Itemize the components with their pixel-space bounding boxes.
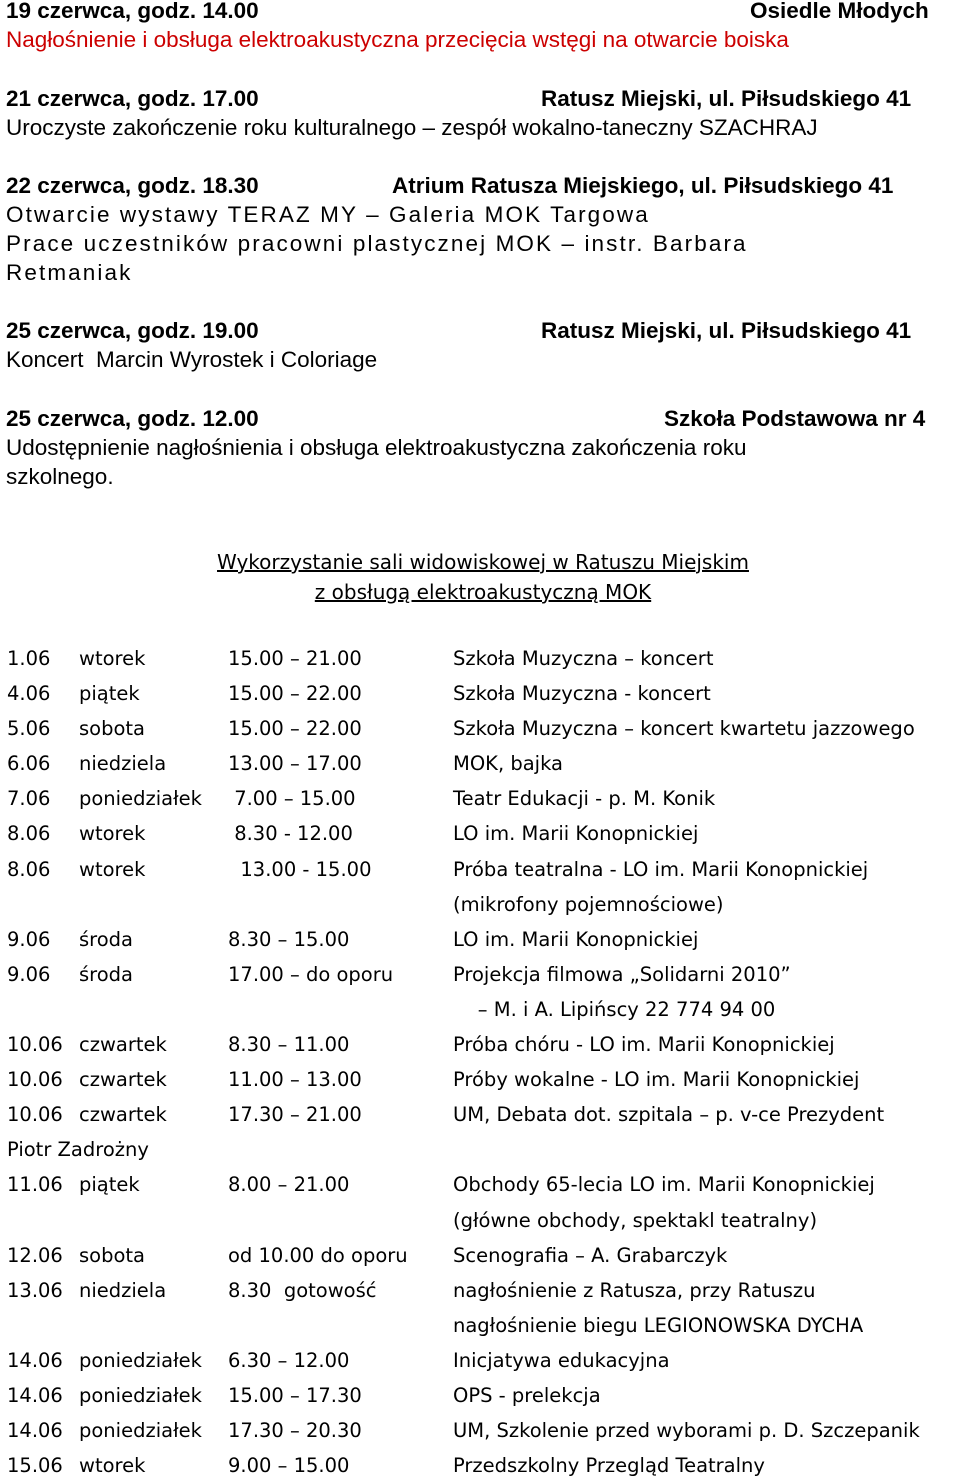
schedule-time: 15.00 – 22.00 <box>228 717 362 741</box>
schedule-row <box>7 676 960 711</box>
schedule-description: LO im. Marii Konopnickiej <box>453 822 699 846</box>
schedule-date: 1.06 <box>7 647 51 670</box>
event-place: Ratusz Miejski, ul. Piłsudskiego 41 <box>541 86 912 111</box>
event-date: 21 czerwca, godz. 17.00 <box>6 86 259 111</box>
schedule-time: 6.30 – 12.00 <box>228 1348 350 1372</box>
schedule-row <box>7 1273 960 1308</box>
schedule-row <box>7 711 960 746</box>
schedule-row <box>7 957 960 992</box>
schedule-date: 9.06 <box>7 962 51 986</box>
schedule-row <box>7 1378 960 1413</box>
schedule-row <box>7 1308 960 1343</box>
schedule-row <box>7 887 960 922</box>
schedule-description: Próba chóru - LO im. Marii Konopnickiej <box>453 1033 835 1057</box>
schedule-date: 8.06 <box>7 822 51 846</box>
schedule-day: sobota <box>79 717 145 741</box>
schedule-time: 17.30 – 21.00 <box>228 1103 362 1127</box>
schedule-row <box>7 1097 960 1132</box>
schedule-time: 17.00 – do oporu <box>228 962 394 986</box>
schedule-day: poniedziałek <box>79 1348 202 1372</box>
schedule-day: poniedziałek <box>79 1383 202 1407</box>
schedule-row <box>7 852 960 887</box>
schedule-date: 5.06 <box>7 717 51 741</box>
schedule-day: czwartek <box>79 1103 167 1127</box>
event-block <box>6 0 960 54</box>
schedule-description: – M. i A. Lipińscy 22 774 94 00 <box>453 997 776 1021</box>
schedule-day: czwartek <box>79 1033 167 1057</box>
schedule-row <box>7 1132 960 1167</box>
event-header <box>6 0 960 25</box>
schedule-date: 6.06 <box>7 752 51 776</box>
schedule-day: poniedziałek <box>79 1419 202 1443</box>
schedule-time: 7.00 – 15.00 <box>228 787 356 811</box>
schedule-description: UM, Szkolenie przed wyborami p. D. Szczepanik <box>453 1419 920 1443</box>
schedule-day: wtorek <box>79 857 146 881</box>
schedule-row <box>7 781 960 816</box>
section-subtitle: z obsługą elektroakustyczną MOK <box>314 580 652 604</box>
schedule-time: 8.30 gotowość <box>228 1278 377 1302</box>
schedule-description: Próby wokalne - LO im. Marii Konopnickiej <box>453 1068 860 1092</box>
schedule-day: wtorek <box>79 647 146 670</box>
schedule-description: nagłośnienie z Ratusza, przy Ratuszu <box>453 1278 816 1302</box>
schedule-row <box>7 1027 960 1062</box>
schedule-row <box>7 1343 960 1378</box>
section-title: Wykorzystanie sali widowiskowej w Ratuszu Miejskim <box>217 550 749 574</box>
event-description: Otwarcie wystawy TERAZ MY – Galeria MOK Targowa <box>6 202 650 227</box>
event-block <box>6 316 960 374</box>
schedule-time: 11.00 – 13.00 <box>228 1068 362 1092</box>
schedule-description: Scenografia – A. Grabarczyk <box>453 1243 728 1267</box>
schedule-time: 15.00 – 21.00 <box>228 647 362 670</box>
event-date: 25 czerwca, godz. 19.00 <box>6 318 259 343</box>
event-place: Ratusz Miejski, ul. Piłsudskiego 41 <box>541 318 912 343</box>
schedule-date: 12.06 <box>7 1243 63 1267</box>
schedule-day: piątek <box>79 1173 140 1197</box>
schedule-description: Szkoła Muzyczna – koncert kwartetu jazzowego <box>453 717 915 741</box>
schedule-description: Szkoła Muzyczna - koncert <box>453 682 711 706</box>
schedule-row <box>7 1203 960 1238</box>
event-header <box>6 404 960 433</box>
schedule-row <box>7 1238 960 1273</box>
schedule-description: UM, Debata dot. szpitala – p. v-ce Prezydent <box>453 1103 885 1127</box>
event-block <box>6 84 960 142</box>
schedule-description: Próba teatralna - LO im. Marii Konopnickiej <box>453 857 869 881</box>
event-place: Atrium Ratusza Miejskiego, ul. Piłsudskiego 41 <box>392 173 894 198</box>
schedule-time: 13.00 – 17.00 <box>228 752 362 776</box>
schedule-date: 8.06 <box>7 857 51 881</box>
event-header <box>6 171 960 200</box>
schedule-date: 15.06 <box>7 1454 63 1478</box>
schedule-row <box>7 816 960 851</box>
schedule-description: Przedszkolny Przegląd Teatralny <box>453 1454 765 1478</box>
schedule-time: 8.30 – 11.00 <box>228 1033 350 1057</box>
schedule-description: (mikrofony pojemnościowe) <box>453 892 724 916</box>
event-header <box>6 84 960 113</box>
event-place: Osiedle Młodych <box>750 0 929 23</box>
schedule-date: 4.06 <box>7 682 51 706</box>
schedule-day: niedziela <box>79 752 167 776</box>
schedule-description: LO im. Marii Konopnickiej <box>453 927 699 951</box>
schedule-description: MOK, bajka <box>453 752 564 776</box>
schedule-date: 11.06 <box>7 1173 63 1197</box>
schedule-description: OPS - prelekcja <box>453 1383 601 1407</box>
schedule-day: wtorek <box>79 1454 146 1478</box>
event-header <box>6 316 960 345</box>
schedule-day: wtorek <box>79 822 146 846</box>
schedule-description: nagłośnienie biegu LEGIONOWSKA DYCHA <box>453 1313 864 1337</box>
schedule-description: Szkoła Muzyczna – koncert <box>453 647 714 670</box>
schedule-date: 10.06 <box>7 1068 63 1092</box>
event-date: 22 czerwca, godz. 18.30 <box>6 173 259 198</box>
schedule-row <box>7 746 960 781</box>
event-block <box>6 171 960 287</box>
schedule-date: 7.06 <box>7 787 51 811</box>
event-description: Nagłośnienie i obsługa elektroakustyczna przecięcia wstęgi na otwarcie boiska <box>6 27 789 52</box>
event-description: Prace uczestników pracowni plastycznej MOK – instr. Barbara <box>6 231 748 256</box>
schedule-day: niedziela <box>79 1278 167 1302</box>
schedule-date: 14.06 <box>7 1383 63 1407</box>
schedule-date: Piotr Zadrożny <box>7 1138 149 1162</box>
schedule-day: czwartek <box>79 1068 167 1092</box>
schedule-time: 17.30 – 20.30 <box>228 1419 362 1443</box>
schedule-time: 13.00 - 15.00 <box>228 857 372 881</box>
schedule-day: środa <box>79 962 134 986</box>
schedule-time: 8.00 – 21.00 <box>228 1173 350 1197</box>
event-block <box>6 404 960 491</box>
schedule-day: piątek <box>79 682 140 706</box>
schedule-description: (główne obchody, spektakl teatralny) <box>453 1208 818 1232</box>
schedule-date: 13.06 <box>7 1278 63 1302</box>
schedule-time: 15.00 – 22.00 <box>228 682 362 706</box>
schedule-row <box>7 1167 960 1202</box>
schedule-day: sobota <box>79 1243 145 1267</box>
schedule-description: Inicjatywa edukacyjna <box>453 1348 670 1372</box>
schedule-row <box>7 1448 960 1483</box>
schedule-time: 8.30 – 15.00 <box>228 927 350 951</box>
schedule-row <box>7 1062 960 1097</box>
schedule-row <box>7 641 960 676</box>
schedule-time: 9.00 – 15.00 <box>228 1454 350 1478</box>
schedule-day: środa <box>79 927 134 951</box>
event-description: szkolnego. <box>6 464 114 489</box>
event-description: Udostępnienie nagłośnienia i obsługa elektroakustyczna zakończenia roku <box>6 435 747 460</box>
schedule-row <box>7 992 960 1027</box>
event-date: 19 czerwca, godz. 14.00 <box>6 0 259 23</box>
schedule-description: Obchody 65-lecia LO im. Marii Konopnickiej <box>453 1173 875 1197</box>
schedule-time: od 10.00 do oporu <box>228 1243 408 1267</box>
schedule-date: 9.06 <box>7 927 51 951</box>
event-description: Retmaniak <box>6 260 133 285</box>
schedule-day: poniedziałek <box>79 787 202 811</box>
schedule-description: Projekcja filmowa „Solidarni 2010” <box>453 962 791 986</box>
schedule-time: 8.30 - 12.00 <box>228 822 353 846</box>
schedule-table <box>7 641 960 1483</box>
schedule-date: 14.06 <box>7 1419 63 1443</box>
schedule-time: 15.00 – 17.30 <box>228 1383 362 1407</box>
schedule-row <box>7 922 960 957</box>
schedule-description: Teatr Edukacji - p. M. Konik <box>453 787 716 811</box>
event-description: Koncert Marcin Wyrostek i Coloriage <box>6 347 378 372</box>
schedule-date: 10.06 <box>7 1033 63 1057</box>
event-description: Uroczyste zakończenie roku kulturalnego – zespół wokalno-taneczny SZACHRAJ <box>6 115 818 140</box>
schedule-date: 14.06 <box>7 1348 63 1372</box>
schedule-date: 10.06 <box>7 1103 63 1127</box>
schedule-row <box>7 1413 960 1448</box>
event-place: Szkoła Podstawowa nr 4 <box>664 406 926 431</box>
event-date: 25 czerwca, godz. 12.00 <box>6 406 259 431</box>
